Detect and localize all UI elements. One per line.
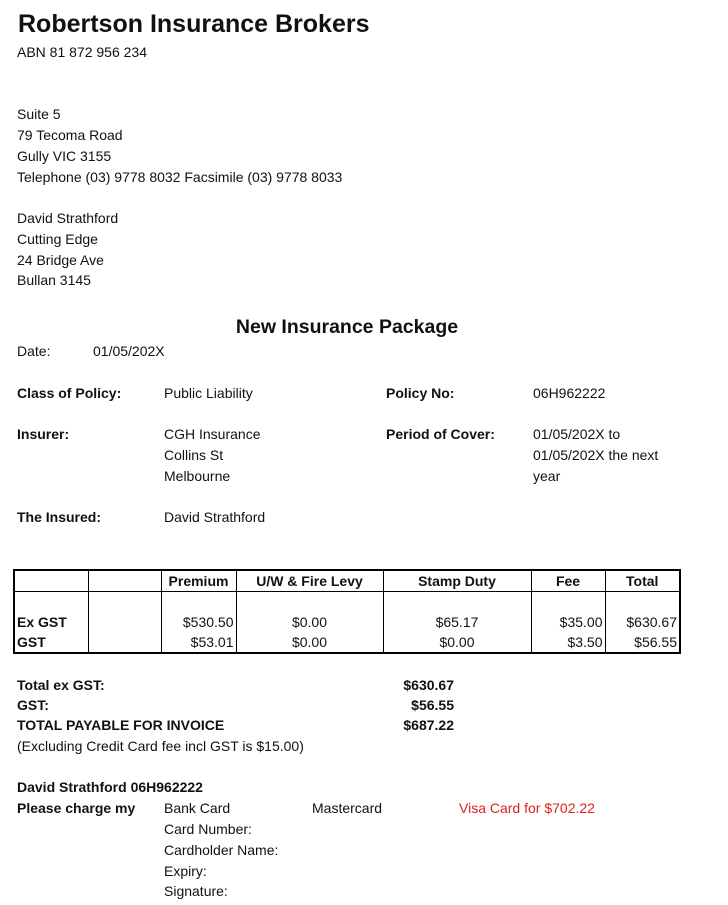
gst-label: GST: (17, 697, 49, 713)
period-of-cover-line: 01/05/202X the next (533, 447, 659, 463)
table-row (14, 612, 680, 632)
company-address-line: Gully VIC 3155 (17, 148, 112, 164)
row-label: GST (14, 632, 88, 653)
credit-card-fee-note: (Excluding Credit Card fee incl GST is $15.00) (17, 738, 304, 754)
expiry-field[interactable]: Expiry: (164, 863, 207, 879)
table-header-cell (88, 570, 161, 592)
premium-cell: $530.50 (161, 612, 236, 632)
charge-label: Please charge my (17, 800, 136, 816)
recipient-line: Bullan 3145 (17, 272, 91, 288)
table-spacer-row (14, 592, 680, 613)
row-label: Ex GST (14, 612, 88, 632)
total-ex-gst-label: Total ex GST: (17, 677, 105, 693)
period-of-cover-label: Period of Cover: (386, 426, 495, 442)
cardholder-name-field[interactable]: Cardholder Name: (164, 842, 279, 858)
levy-cell: $0.00 (236, 612, 383, 632)
recipient-line: David Strathford (17, 210, 119, 226)
total-payable-value: $687.22 (403, 717, 454, 733)
company-contact: Telephone (03) 9778 8032 Facsimile (03) 9778 8033 (17, 169, 343, 185)
total-payable-label: TOTAL PAYABLE FOR INVOICE (17, 717, 225, 733)
recipient-line: 24 Bridge Ave (17, 252, 104, 268)
period-of-cover-line: year (533, 468, 561, 484)
gst-value: $56.55 (411, 697, 454, 713)
total-header: Total (605, 570, 680, 592)
insurer-line: CGH Insurance (164, 426, 261, 442)
company-address-line: 79 Tecoma Road (17, 127, 123, 143)
total-cell: $56.55 (605, 632, 680, 653)
mastercard-option[interactable]: Mastercard (312, 800, 383, 816)
insurer-line: Collins St (164, 447, 224, 463)
stamp-duty-cell: $65.17 (383, 612, 531, 632)
policy-no-value: 06H962222 (533, 385, 606, 401)
payment-reference: David Strathford 06H962222 (17, 779, 203, 795)
table-header-cell (14, 570, 88, 592)
date-value: 01/05/202X (93, 343, 165, 359)
fee-cell: $3.50 (531, 632, 605, 653)
total-cell: $630.67 (605, 612, 680, 632)
total-ex-gst-value: $630.67 (403, 677, 454, 693)
visa-card-option[interactable]: Visa Card for $702.22 (459, 800, 595, 816)
document-title: New Insurance Package (235, 316, 459, 338)
bank-card-option[interactable]: Bank Card (164, 800, 231, 816)
insured-label: The Insured: (17, 509, 102, 525)
date-label: Date: (17, 343, 51, 359)
recipient-line: Cutting Edge (17, 231, 98, 247)
stamp-duty-cell: $0.00 (383, 632, 531, 653)
premium-header: Premium (161, 570, 236, 592)
policy-no-label: Policy No: (386, 385, 455, 401)
class-of-policy-label: Class of Policy: (17, 385, 122, 401)
table-row (14, 632, 680, 653)
fee-cell: $35.00 (531, 612, 605, 632)
fee-header: Fee (531, 570, 605, 592)
table-header-row (14, 570, 680, 592)
company-address-line: Suite 5 (17, 106, 61, 122)
premium-cell: $53.01 (161, 632, 236, 653)
levy-header: U/W & Fire Levy (236, 570, 383, 592)
insured-value: David Strathford (164, 509, 266, 525)
period-of-cover-line: 01/05/202X to (533, 426, 621, 442)
insurer-label: Insurer: (17, 426, 70, 442)
company-name: Robertson Insurance Brokers (18, 10, 370, 38)
levy-cell: $0.00 (236, 632, 383, 653)
premium-table (13, 569, 681, 654)
card-number-field[interactable]: Card Number: (164, 821, 252, 837)
insurer-line: Melbourne (164, 468, 231, 484)
company-abn: ABN 81 872 956 234 (17, 44, 147, 60)
signature-field[interactable]: Signature: (164, 883, 228, 899)
stamp-duty-header: Stamp Duty (383, 570, 531, 592)
class-of-policy-value: Public Liability (164, 385, 253, 401)
